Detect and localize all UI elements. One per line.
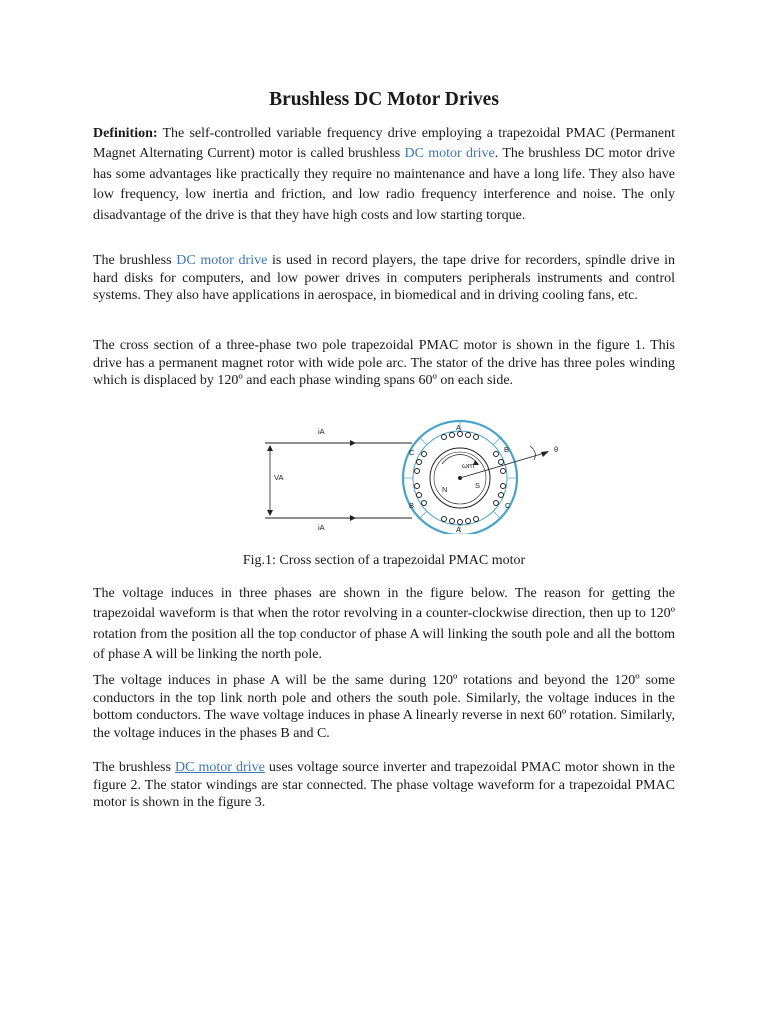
phase-b-right-label: B	[504, 445, 510, 454]
page-title: Brushless DC Motor Drives	[269, 89, 499, 110]
applications-paragraph	[93, 252, 675, 305]
definition-paragraph	[93, 124, 675, 226]
phase-a-voltage-paragraph: The voltage induces in phase A will be the same during 120º rotations and beyond the 120º some conductors in the top link north pole and others the south pole. Similarly, the voltage induces in the bottom conductors. The wave voltage induces in phase A linearly reverse in next 60º rotation. Similarly, the voltage induces in the phases B and C.	[93, 673, 675, 741]
inverter-text-b: uses voltage source inverter and trapezoidal PMAC motor shown in the figure 2. The stator windings are star connected. The phase voltage waveform for a trapezoidal PMAC motor is shown in the figure 3.	[93, 760, 675, 810]
definition-text-b: . The brushless DC motor drive has some advantages like practically they require no maintenance and have a long life. They also have low frequency, low inertia and friction, and low radio frequency interference and noise. The only disadvantage of the drive is that they have high costs and low starting torque.	[93, 146, 676, 223]
theta-label: θ	[554, 445, 559, 454]
va-label: VA	[274, 473, 284, 482]
dc-motor-drive-link-3[interactable]: DC motor drive	[175, 760, 265, 775]
phase-c-right-label: C	[505, 501, 511, 510]
definition-text-a: The self-controlled variable frequency drive employing a trapezoidal PMAC (Permanent Magnet Alternating Current) motor is called brushless	[93, 126, 675, 162]
ia-bottom-label: iA	[318, 523, 325, 532]
dc-motor-drive-link-2[interactable]: DC motor drive	[176, 253, 268, 268]
pmac-motor-figure	[260, 414, 590, 534]
phase-a-top-label: A	[456, 423, 462, 432]
phase-b-left-label: B	[409, 501, 415, 510]
dc-motor-drive-link-1[interactable]: DC motor drive	[404, 146, 495, 162]
n-pole-label: N	[442, 485, 448, 494]
ia-top-label: iA	[318, 427, 325, 436]
figure-caption: Fig.1: Cross section of a trapezoidal PMAC motor	[242, 553, 526, 568]
s-pole-label: S	[475, 481, 481, 490]
omega-m-label: ωm	[462, 461, 475, 470]
cross-section-paragraph: The cross section of a three-phase two pole trapezoidal PMAC motor is shown in the figure 1. This drive has a permanent magnet rotor with wide pole arc. The stator of the drive has three poles winding which is displaced by 120º and each phase winding spans 60º on each side.	[93, 338, 675, 388]
applications-text-b: is used in record players, the tape drive for recorders, spindle drive in hard disks for computers, and low power drives in computers peripherals instruments and control systems. They also have applications in aerospace, in biomedical and in driving cooling fans, etc.	[93, 253, 675, 303]
phase-a-bottom-label: A	[456, 525, 462, 534]
inverter-paragraph	[93, 759, 675, 812]
voltage-induction-paragraph: The voltage induces in three phases are shown in the figure below. The reason for getting the trapezoidal waveform is that when the rotor revolving in a counter-clockwise direction, then up to 120º rotation from the position all the top conductor of phase A will linking the south pole and all the bottom of phase A will be linking the north pole.	[93, 586, 675, 663]
inverter-text-a: The brushless	[93, 760, 176, 775]
phase-c-left-label: C	[409, 448, 415, 457]
definition-label: Definition:	[93, 126, 158, 141]
applications-text-a: The brushless	[93, 253, 177, 268]
